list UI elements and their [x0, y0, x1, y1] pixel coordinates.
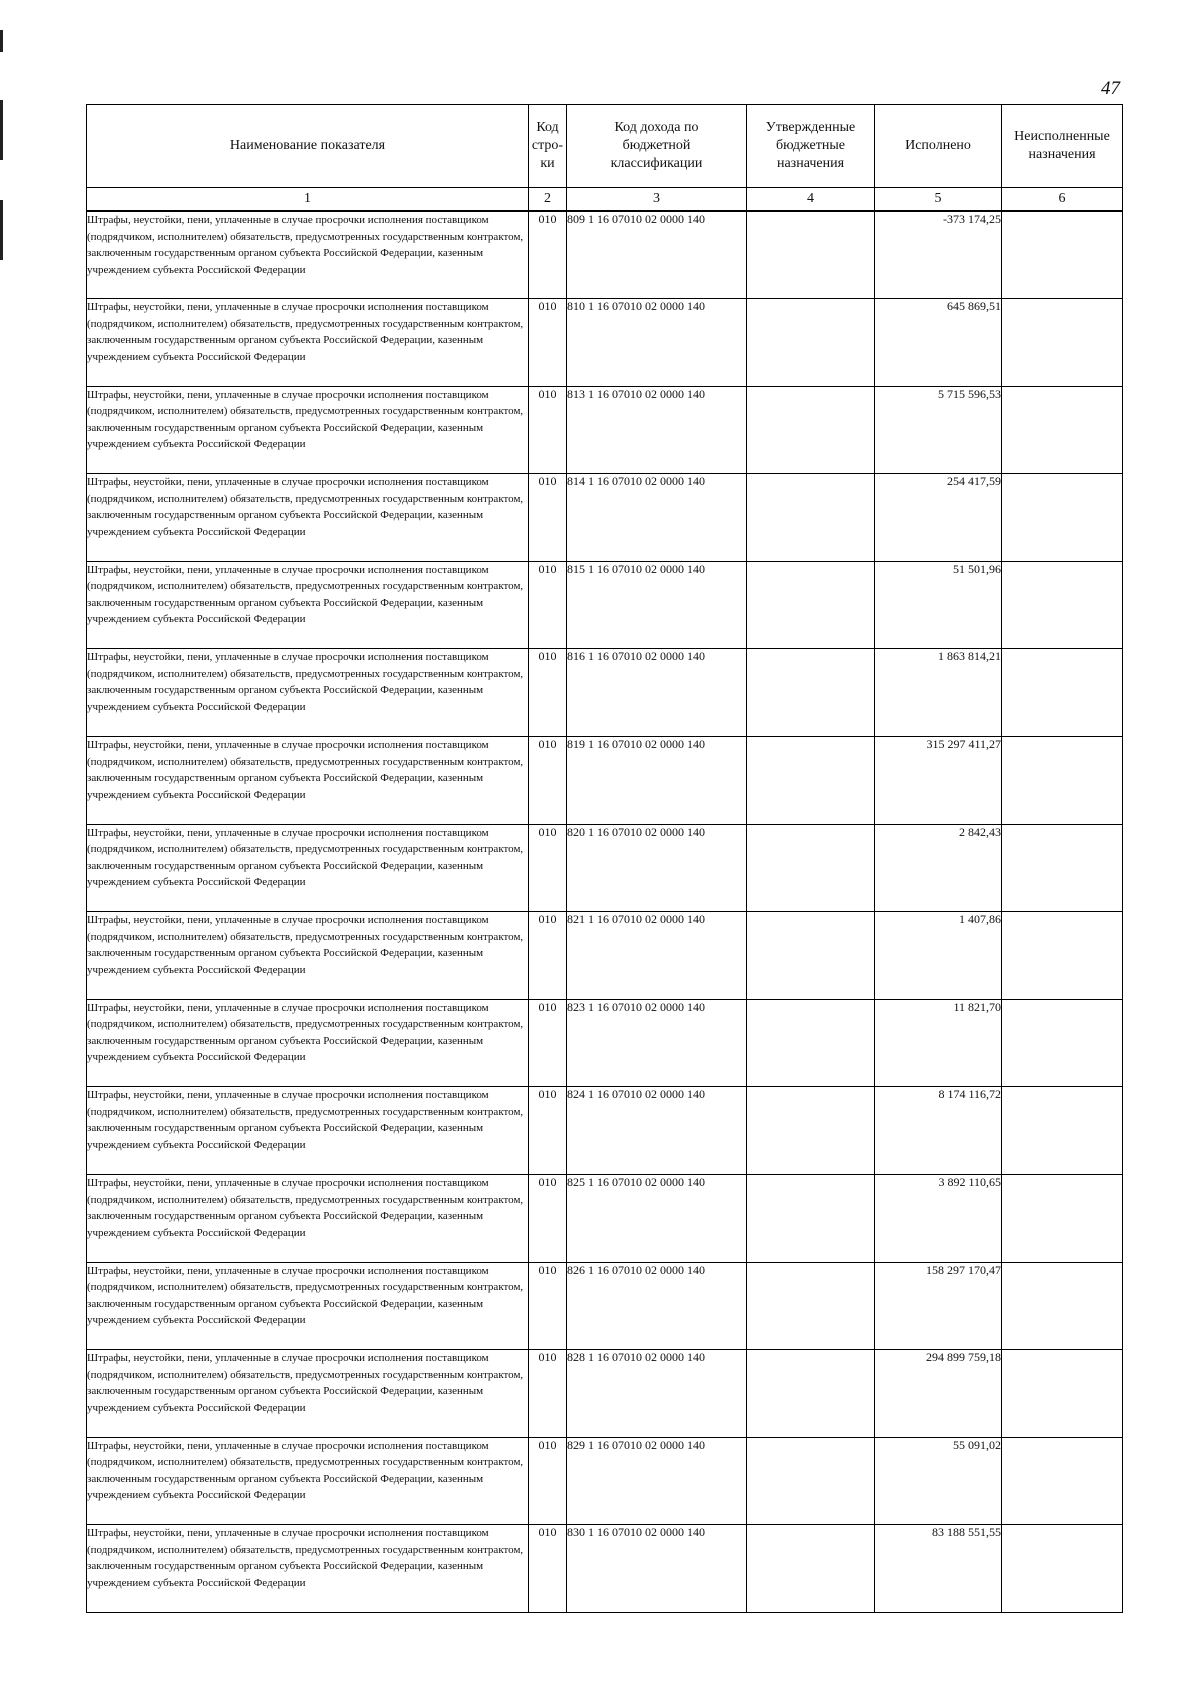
- income-code-cell: 830 1 16 07010 02 0000 140: [567, 1525, 747, 1613]
- income-code-cell: 814 1 16 07010 02 0000 140: [567, 474, 747, 562]
- indicator-name-cell: Штрафы, неустойки, пени, уплаченные в случае просрочки исполнения поставщиком (подрядчиком, исполнителем) обязательств, предусмотренных государственным контрактом, заключенным государственным органом субъекта Российской Федерации, казенным учреждением субъекта Российской Федерации: [87, 912, 529, 1000]
- unexecuted-cell: [1002, 1525, 1123, 1613]
- header-income-code-text: бюджетной: [622, 138, 691, 153]
- executed-cell: 2 842,43: [875, 824, 1002, 912]
- income-code-cell: 816 1 16 07010 02 0000 140: [567, 649, 747, 737]
- unexecuted-cell: [1002, 824, 1123, 912]
- unexecuted-cell: [1002, 737, 1123, 825]
- header-name: [87, 105, 529, 188]
- income-code-cell: 826 1 16 07010 02 0000 140: [567, 1262, 747, 1350]
- table-row: [87, 824, 1123, 912]
- indicator-name-cell: Штрафы, неустойки, пени, уплаченные в случае просрочки исполнения поставщиком (подрядчиком, исполнителем) обязательств, предусмотренных государственным контрактом, заключенным государственным органом субъекта Российской Федерации, казенным учреждением субъекта Российской Федерации: [87, 474, 529, 562]
- column-number: 4: [747, 188, 875, 212]
- line-code-cell: 010: [529, 386, 567, 474]
- header-approved: [747, 105, 875, 188]
- scan-edge-mark: [0, 30, 3, 52]
- unexecuted-cell: [1002, 1437, 1123, 1525]
- line-code-cell: 010: [529, 1262, 567, 1350]
- line-code-cell: 010: [529, 649, 567, 737]
- executed-cell: 254 417,59: [875, 474, 1002, 562]
- table-row: [87, 561, 1123, 649]
- column-number-row: [87, 188, 1123, 212]
- approved-cell: [747, 912, 875, 1000]
- line-code-cell: 010: [529, 912, 567, 1000]
- table-row: [87, 999, 1123, 1087]
- table-row: [87, 1175, 1123, 1263]
- table-header: [87, 105, 1123, 212]
- indicator-name-cell: Штрафы, неустойки, пени, уплаченные в случае просрочки исполнения поставщиком (подрядчиком, исполнителем) обязательств, предусмотренных государственным контрактом, заключенным государственным органом субъекта Российской Федерации, казенным учреждением субъекта Российской Федерации: [87, 561, 529, 649]
- income-code-cell: 828 1 16 07010 02 0000 140: [567, 1350, 747, 1438]
- column-number: 3: [567, 188, 747, 212]
- unexecuted-cell: [1002, 912, 1123, 1000]
- header-approved-text: бюджетные: [776, 138, 845, 153]
- column-number: 1: [87, 188, 529, 212]
- table-row: [87, 1350, 1123, 1438]
- line-code-cell: 010: [529, 999, 567, 1087]
- header-line-code-text: стро-: [531, 138, 564, 153]
- line-code-cell: 010: [529, 1175, 567, 1263]
- indicator-name-cell: Штрафы, неустойки, пени, уплаченные в случае просрочки исполнения поставщиком (подрядчиком, исполнителем) обязательств, предусмотренных государственным контрактом, заключенным государственным органом субъекта Российской Федерации, казенным учреждением субъекта Российской Федерации: [87, 1525, 529, 1613]
- indicator-name-cell: Штрафы, неустойки, пени, уплаченные в случае просрочки исполнения поставщиком (подрядчиком, исполнителем) обязательств, предусмотренных государственным контрактом, заключенным государственным органом субъекта Российской Федерации, казенным учреждением субъекта Российской Федерации: [87, 1437, 529, 1525]
- table-row: [87, 386, 1123, 474]
- indicator-name-cell: Штрафы, неустойки, пени, уплаченные в случае просрочки исполнения поставщиком (подрядчиком, исполнителем) обязательств, предусмотренных государственным контрактом, заключенным государственным органом субъекта Российской Федерации, казенным учреждением субъекта Российской Федерации: [87, 299, 529, 387]
- executed-cell: -373 174,25: [875, 211, 1002, 299]
- report-table: [86, 104, 1123, 1613]
- table-row: [87, 1437, 1123, 1525]
- approved-cell: [747, 1525, 875, 1613]
- indicator-name-cell: Штрафы, неустойки, пени, уплаченные в случае просрочки исполнения поставщиком (подрядчиком, исполнителем) обязательств, предусмотренных государственным контрактом, заключенным государственным органом субъекта Российской Федерации, казенным учреждением субъекта Российской Федерации: [87, 1262, 529, 1350]
- income-code-cell: 821 1 16 07010 02 0000 140: [567, 912, 747, 1000]
- line-code-cell: 010: [529, 824, 567, 912]
- indicator-name-cell: Штрафы, неустойки, пени, уплаченные в случае просрочки исполнения поставщиком (подрядчиком, исполнителем) обязательств, предусмотренных государственным контрактом, заключенным государственным органом субъекта Российской Федерации, казенным учреждением субъекта Российской Федерации: [87, 737, 529, 825]
- header-income-code: [567, 105, 747, 188]
- unexecuted-cell: [1002, 211, 1123, 299]
- indicator-name-cell: Штрафы, неустойки, пени, уплаченные в случае просрочки исполнения поставщиком (подрядчиком, исполнителем) обязательств, предусмотренных государственным контрактом, заключенным государственным органом субъекта Российской Федерации, казенным учреждением субъекта Российской Федерации: [87, 211, 529, 299]
- income-code-cell: 823 1 16 07010 02 0000 140: [567, 999, 747, 1087]
- table-row: [87, 1525, 1123, 1613]
- header-unexecuted-text: Неисполненные: [1014, 129, 1110, 144]
- executed-cell: 294 899 759,18: [875, 1350, 1002, 1438]
- approved-cell: [747, 386, 875, 474]
- income-code-cell: 825 1 16 07010 02 0000 140: [567, 1175, 747, 1263]
- executed-cell: 158 297 170,47: [875, 1262, 1002, 1350]
- unexecuted-cell: [1002, 561, 1123, 649]
- unexecuted-cell: [1002, 649, 1123, 737]
- income-code-cell: 829 1 16 07010 02 0000 140: [567, 1437, 747, 1525]
- approved-cell: [747, 649, 875, 737]
- approved-cell: [747, 1437, 875, 1525]
- executed-cell: 8 174 116,72: [875, 1087, 1002, 1175]
- unexecuted-cell: [1002, 1262, 1123, 1350]
- line-code-cell: 010: [529, 474, 567, 562]
- line-code-cell: 010: [529, 299, 567, 387]
- header-income-code-text: Код дохода по: [614, 120, 699, 135]
- table-row: [87, 912, 1123, 1000]
- approved-cell: [747, 737, 875, 825]
- income-code-cell: 819 1 16 07010 02 0000 140: [567, 737, 747, 825]
- header-approved-text: Утвержденные: [765, 120, 856, 135]
- line-code-cell: 010: [529, 561, 567, 649]
- unexecuted-cell: [1002, 1087, 1123, 1175]
- approved-cell: [747, 1087, 875, 1175]
- executed-cell: 315 297 411,27: [875, 737, 1002, 825]
- indicator-name-cell: Штрафы, неустойки, пени, уплаченные в случае просрочки исполнения поставщиком (подрядчиком, исполнителем) обязательств, предусмотренных государственным контрактом, заключенным государственным органом субъекта Российской Федерации, казенным учреждением субъекта Российской Федерации: [87, 999, 529, 1087]
- approved-cell: [747, 1175, 875, 1263]
- header-executed: [875, 105, 1002, 188]
- header-line-code-text: Код: [536, 120, 559, 135]
- approved-cell: [747, 474, 875, 562]
- indicator-name-cell: Штрафы, неустойки, пени, уплаченные в случае просрочки исполнения поставщиком (подрядчиком, исполнителем) обязательств, предусмотренных государственным контрактом, заключенным государственным органом субъекта Российской Федерации, казенным учреждением субъекта Российской Федерации: [87, 1175, 529, 1263]
- indicator-name-cell: Штрафы, неустойки, пени, уплаченные в случае просрочки исполнения поставщиком (подрядчиком, исполнителем) обязательств, предусмотренных государственным контрактом, заключенным государственным органом субъекта Российской Федерации, казенным учреждением субъекта Российской Федерации: [87, 1350, 529, 1438]
- header-income-code-text: классификации: [610, 156, 703, 171]
- approved-cell: [747, 211, 875, 299]
- income-code-cell: 810 1 16 07010 02 0000 140: [567, 299, 747, 387]
- scan-edge-mark: [0, 200, 3, 260]
- income-code-cell: 820 1 16 07010 02 0000 140: [567, 824, 747, 912]
- indicator-name-cell: Штрафы, неустойки, пени, уплаченные в случае просрочки исполнения поставщиком (подрядчиком, исполнителем) обязательств, предусмотренных государственным контрактом, заключенным государственным органом субъекта Российской Федерации, казенным учреждением субъекта Российской Федерации: [87, 1087, 529, 1175]
- unexecuted-cell: [1002, 474, 1123, 562]
- line-code-cell: 010: [529, 1525, 567, 1613]
- approved-cell: [747, 299, 875, 387]
- executed-cell: 11 821,70: [875, 999, 1002, 1087]
- header-approved-text: назначения: [776, 156, 845, 171]
- table-row: [87, 299, 1123, 387]
- column-number: 5: [875, 188, 1002, 212]
- table-row: [87, 737, 1123, 825]
- executed-cell: 51 501,96: [875, 561, 1002, 649]
- executed-cell: 83 188 551,55: [875, 1525, 1002, 1613]
- page-number: 47: [1101, 78, 1120, 99]
- header-line-code-text: ки: [540, 156, 555, 171]
- line-code-cell: 010: [529, 1350, 567, 1438]
- approved-cell: [747, 561, 875, 649]
- executed-cell: 55 091,02: [875, 1437, 1002, 1525]
- unexecuted-cell: [1002, 999, 1123, 1087]
- executed-cell: 645 869,51: [875, 299, 1002, 387]
- income-code-cell: 809 1 16 07010 02 0000 140: [567, 211, 747, 299]
- table-row: [87, 474, 1123, 562]
- executed-cell: 3 892 110,65: [875, 1175, 1002, 1263]
- unexecuted-cell: [1002, 1350, 1123, 1438]
- header-unexecuted: [1002, 105, 1123, 188]
- header-row: [87, 105, 1123, 188]
- income-code-cell: 824 1 16 07010 02 0000 140: [567, 1087, 747, 1175]
- table-row: [87, 649, 1123, 737]
- line-code-cell: 010: [529, 1087, 567, 1175]
- executed-cell: 1 863 814,21: [875, 649, 1002, 737]
- header-unexecuted-text: назначения: [1028, 147, 1096, 162]
- executed-cell: 1 407,86: [875, 912, 1002, 1000]
- column-number: 2: [529, 188, 567, 212]
- executed-cell: 5 715 596,53: [875, 386, 1002, 474]
- income-code-cell: 813 1 16 07010 02 0000 140: [567, 386, 747, 474]
- unexecuted-cell: [1002, 299, 1123, 387]
- indicator-name-cell: Штрафы, неустойки, пени, уплаченные в случае просрочки исполнения поставщиком (подрядчиком, исполнителем) обязательств, предусмотренных государственным контрактом, заключенным государственным органом субъекта Российской Федерации, казенным учреждением субъекта Российской Федерации: [87, 824, 529, 912]
- column-number: 6: [1002, 188, 1123, 212]
- table-row: [87, 1262, 1123, 1350]
- line-code-cell: 010: [529, 737, 567, 825]
- indicator-name-cell: Штрафы, неустойки, пени, уплаченные в случае просрочки исполнения поставщиком (подрядчиком, исполнителем) обязательств, предусмотренных государственным контрактом, заключенным государственным органом субъекта Российской Федерации, казенным учреждением субъекта Российской Федерации: [87, 386, 529, 474]
- unexecuted-cell: [1002, 1175, 1123, 1263]
- scan-edge-mark: [0, 100, 3, 160]
- indicator-name-cell: Штрафы, неустойки, пени, уплаченные в случае просрочки исполнения поставщиком (подрядчиком, исполнителем) обязательств, предусмотренных государственным контрактом, заключенным государственным органом субъекта Российской Федерации, казенным учреждением субъекта Российской Федерации: [87, 649, 529, 737]
- approved-cell: [747, 999, 875, 1087]
- line-code-cell: 010: [529, 1437, 567, 1525]
- approved-cell: [747, 824, 875, 912]
- header-line-code: [529, 105, 567, 188]
- unexecuted-cell: [1002, 386, 1123, 474]
- header-name-text: Наименование показателя: [229, 138, 386, 153]
- income-code-cell: 815 1 16 07010 02 0000 140: [567, 561, 747, 649]
- approved-cell: [747, 1350, 875, 1438]
- table-body: [87, 211, 1123, 1613]
- approved-cell: [747, 1262, 875, 1350]
- table-row: [87, 211, 1123, 299]
- line-code-cell: 010: [529, 211, 567, 299]
- table-row: [87, 1087, 1123, 1175]
- header-executed-text: Исполнено: [905, 138, 971, 153]
